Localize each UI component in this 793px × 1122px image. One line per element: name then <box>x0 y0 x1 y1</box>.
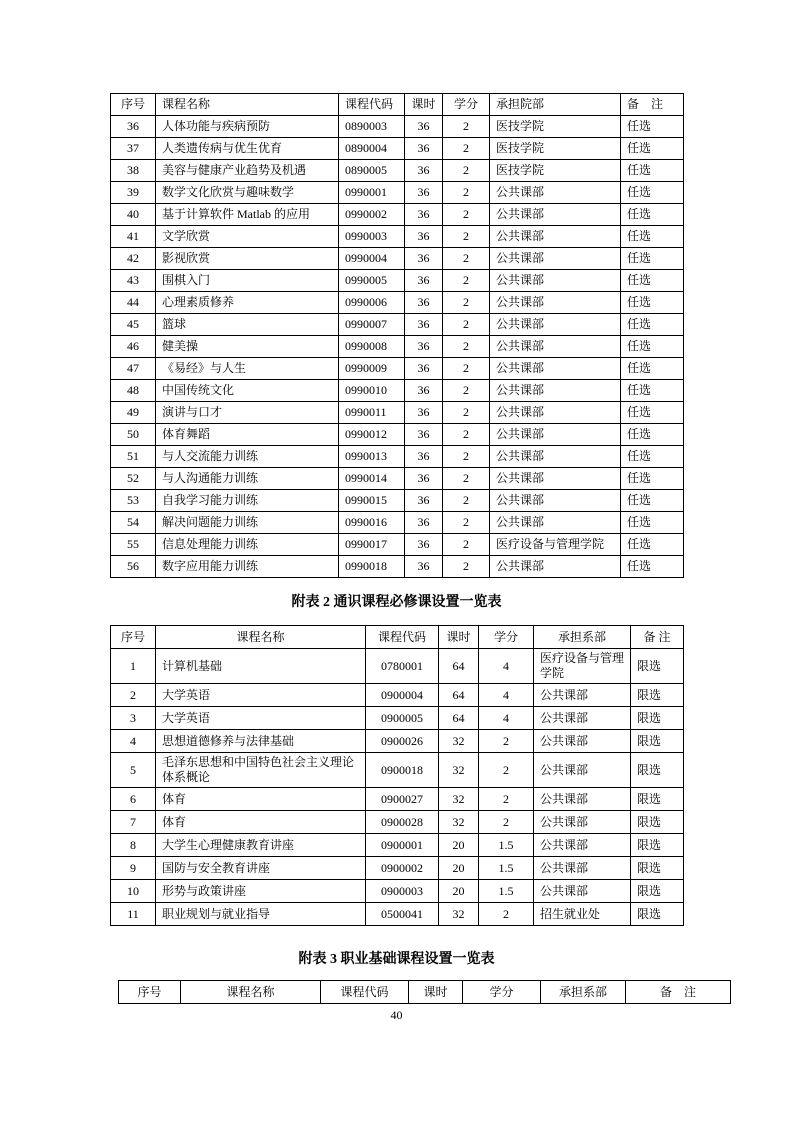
table-cell: 52 <box>111 468 156 490</box>
table-cell: 美容与健康产业趋势及机遇 <box>156 160 339 182</box>
table-cell: 64 <box>439 649 479 684</box>
table-row <box>111 204 684 226</box>
table-cell: 1 <box>111 649 156 684</box>
column-header: 课程名称 <box>156 626 366 649</box>
required-general-courses-table <box>110 625 684 926</box>
table-row <box>111 788 684 811</box>
table-cell: 7 <box>111 811 156 834</box>
table-header-row <box>111 626 684 649</box>
table-cell: 公共课部 <box>490 182 621 204</box>
table-cell: 公共课部 <box>534 753 631 788</box>
table-cell: 0900004 <box>366 684 439 707</box>
table-cell: 10 <box>111 880 156 903</box>
table-cell: 0990012 <box>339 424 405 446</box>
table-cell: 2 <box>443 380 490 402</box>
table-cell: 0990017 <box>339 534 405 556</box>
table-cell: 0990010 <box>339 380 405 402</box>
table-cell: 32 <box>439 730 479 753</box>
table-cell: 限选 <box>631 811 684 834</box>
table-cell: 36 <box>405 490 443 512</box>
table-row <box>111 270 684 292</box>
table-cell: 0900005 <box>366 707 439 730</box>
table-cell: 0990006 <box>339 292 405 314</box>
table-cell: 0990002 <box>339 204 405 226</box>
table-cell: 公共课部 <box>534 857 631 880</box>
table-cell: 2 <box>443 358 490 380</box>
table-cell: 0990011 <box>339 402 405 424</box>
table-cell: 36 <box>405 204 443 226</box>
table-cell: 36 <box>405 556 443 578</box>
table-cell: 49 <box>111 402 156 424</box>
table-cell: 0990018 <box>339 556 405 578</box>
table-cell: 36 <box>405 402 443 424</box>
table-cell: 0990004 <box>339 248 405 270</box>
table-cell: 3 <box>111 707 156 730</box>
column-header: 序号 <box>111 626 156 649</box>
column-header: 序号 <box>119 981 181 1004</box>
table-cell: 2 <box>111 684 156 707</box>
table-cell: 公共课部 <box>490 358 621 380</box>
table-cell: 36 <box>405 314 443 336</box>
table-cell: 36 <box>405 248 443 270</box>
table-cell: 11 <box>111 903 156 926</box>
table-cell: 信息处理能力训练 <box>156 534 339 556</box>
table-cell: 36 <box>405 424 443 446</box>
table-cell: 任选 <box>621 248 684 270</box>
table-row <box>111 402 684 424</box>
table-cell: 45 <box>111 314 156 336</box>
table-row <box>111 811 684 834</box>
table-cell: 公共课部 <box>490 490 621 512</box>
table-cell: 2 <box>443 534 490 556</box>
table-cell: 32 <box>439 811 479 834</box>
table-cell: 职业规划与就业指导 <box>156 903 366 926</box>
table-cell: 限选 <box>631 834 684 857</box>
table-cell: 0990001 <box>339 182 405 204</box>
table-cell: 44 <box>111 292 156 314</box>
table-cell: 0990003 <box>339 226 405 248</box>
table-row <box>111 336 684 358</box>
table-row <box>111 903 684 926</box>
column-header: 课程代码 <box>321 981 409 1004</box>
table-row <box>111 512 684 534</box>
table-cell: 任选 <box>621 138 684 160</box>
table-cell: 演讲与口才 <box>156 402 339 424</box>
table-cell: 公共课部 <box>490 226 621 248</box>
table-cell: 国防与安全教育讲座 <box>156 857 366 880</box>
column-header: 课程名称 <box>156 94 339 116</box>
table-cell: 36 <box>405 270 443 292</box>
table-row <box>111 490 684 512</box>
table-cell: 限选 <box>631 903 684 926</box>
table-cell: 任选 <box>621 468 684 490</box>
column-header: 学分 <box>443 94 490 116</box>
table-cell: 任选 <box>621 556 684 578</box>
table-cell: 32 <box>439 753 479 788</box>
table-cell: 公共课部 <box>490 402 621 424</box>
table-cell: 37 <box>111 138 156 160</box>
table-cell: 招生就业处 <box>534 903 631 926</box>
table-cell: 0900028 <box>366 811 439 834</box>
table-cell: 篮球 <box>156 314 339 336</box>
table-cell: 8 <box>111 834 156 857</box>
table-cell: 36 <box>405 336 443 358</box>
table-cell: 36 <box>405 512 443 534</box>
table-cell: 2 <box>443 336 490 358</box>
table-cell: 思想道德修养与法律基础 <box>156 730 366 753</box>
table-cell: 36 <box>405 138 443 160</box>
elective-courses-table <box>110 93 684 578</box>
table-cell: 任选 <box>621 116 684 138</box>
table-cell: 2 <box>443 226 490 248</box>
table-cell: 2 <box>443 160 490 182</box>
column-header: 学分 <box>463 981 541 1004</box>
table-cell: 影视欣赏 <box>156 248 339 270</box>
table-cell: 公共课部 <box>490 556 621 578</box>
table-cell: 任选 <box>621 534 684 556</box>
table-cell: 0890003 <box>339 116 405 138</box>
table-cell: 2 <box>443 424 490 446</box>
table-cell: 医技学院 <box>490 138 621 160</box>
table-cell: 医疗设备与管理学院 <box>490 534 621 556</box>
table-cell: 公共课部 <box>490 512 621 534</box>
table-cell: 公共课部 <box>534 730 631 753</box>
table-cell: 36 <box>405 182 443 204</box>
table-cell: 2 <box>443 512 490 534</box>
table-cell: 36 <box>405 446 443 468</box>
table-row <box>111 468 684 490</box>
table-cell: 51 <box>111 446 156 468</box>
table-cell: 任选 <box>621 380 684 402</box>
table-cell: 体育 <box>156 788 366 811</box>
table-cell: 36 <box>405 380 443 402</box>
table-cell: 36 <box>405 226 443 248</box>
table-cell: 医技学院 <box>490 160 621 182</box>
table-cell: 64 <box>439 707 479 730</box>
table-cell: 6 <box>111 788 156 811</box>
table-cell: 形势与政策讲座 <box>156 880 366 903</box>
table-cell: 0990014 <box>339 468 405 490</box>
table-row <box>111 138 684 160</box>
table-header-row <box>111 94 684 116</box>
table-cell: 大学生心理健康教育讲座 <box>156 834 366 857</box>
table-cell: 1.5 <box>479 857 534 880</box>
table-cell: 20 <box>439 857 479 880</box>
table-cell: 公共课部 <box>534 684 631 707</box>
table-cell: 公共课部 <box>490 248 621 270</box>
table-cell: 2 <box>443 292 490 314</box>
table-cell: 公共课部 <box>534 788 631 811</box>
table-cell: 36 <box>405 534 443 556</box>
table-cell: 2 <box>479 788 534 811</box>
table-cell: 32 <box>439 788 479 811</box>
table-cell: 43 <box>111 270 156 292</box>
table-cell: 限选 <box>631 730 684 753</box>
column-header: 承担系部 <box>534 626 631 649</box>
table-cell: 公共课部 <box>534 811 631 834</box>
table-cell: 36 <box>111 116 156 138</box>
table-cell: 大学英语 <box>156 707 366 730</box>
column-header: 课程名称 <box>181 981 321 1004</box>
table-cell: 55 <box>111 534 156 556</box>
table-cell: 计算机基础 <box>156 649 366 684</box>
table-cell: 任选 <box>621 226 684 248</box>
table-cell: 2 <box>479 730 534 753</box>
table-cell: 公共课部 <box>490 468 621 490</box>
table-cell: 人类遗传病与优生优育 <box>156 138 339 160</box>
column-header: 学分 <box>479 626 534 649</box>
table-cell: 任选 <box>621 292 684 314</box>
table-row <box>111 314 684 336</box>
table-cell: 限选 <box>631 880 684 903</box>
table-cell: 文学欣赏 <box>156 226 339 248</box>
table-cell: 47 <box>111 358 156 380</box>
table-cell: 与人沟通能力训练 <box>156 468 339 490</box>
table-cell: 任选 <box>621 204 684 226</box>
table-row <box>111 707 684 730</box>
table-cell: 5 <box>111 753 156 788</box>
table-cell: 0990005 <box>339 270 405 292</box>
table-cell: 体育 <box>156 811 366 834</box>
table-cell: 20 <box>439 880 479 903</box>
table-cell: 53 <box>111 490 156 512</box>
table-cell: 围棋入门 <box>156 270 339 292</box>
table-cell: 4 <box>111 730 156 753</box>
table-row <box>111 834 684 857</box>
table3-title: 附表 3 职业基础课程设置一览表 <box>298 952 495 967</box>
table-cell: 2 <box>443 204 490 226</box>
table-row <box>111 556 684 578</box>
table-cell: 0900027 <box>366 788 439 811</box>
table-cell: 64 <box>439 684 479 707</box>
table-cell: 2 <box>443 138 490 160</box>
table-cell: 任选 <box>621 182 684 204</box>
table-cell: 任选 <box>621 358 684 380</box>
table-cell: 任选 <box>621 512 684 534</box>
table-cell: 0900003 <box>366 880 439 903</box>
table-cell: 0990009 <box>339 358 405 380</box>
table-cell: 医疗设备与管理学院 <box>534 649 631 684</box>
table-cell: 《易经》与人生 <box>156 358 339 380</box>
table-cell: 2 <box>443 314 490 336</box>
table-cell: 41 <box>111 226 156 248</box>
table-cell: 36 <box>405 292 443 314</box>
page-number: 40 <box>390 1008 403 1022</box>
table-cell: 解决问题能力训练 <box>156 512 339 534</box>
table-cell: 0900018 <box>366 753 439 788</box>
table-cell: 40 <box>111 204 156 226</box>
table-cell: 4 <box>479 707 534 730</box>
table-row <box>111 116 684 138</box>
table-cell: 任选 <box>621 160 684 182</box>
table-row <box>111 880 684 903</box>
table-row <box>111 857 684 880</box>
column-header: 课时 <box>405 94 443 116</box>
table-row <box>111 160 684 182</box>
table-cell: 与人交流能力训练 <box>156 446 339 468</box>
table-cell: 公共课部 <box>490 336 621 358</box>
table-cell: 公共课部 <box>534 707 631 730</box>
column-header: 课程代码 <box>339 94 405 116</box>
column-header: 备 注 <box>631 626 684 649</box>
table-cell: 2 <box>443 116 490 138</box>
table-cell: 2 <box>443 468 490 490</box>
table-header-row <box>119 981 731 1004</box>
table-cell: 大学英语 <box>156 684 366 707</box>
table-cell: 公共课部 <box>490 446 621 468</box>
table-cell: 公共课部 <box>490 270 621 292</box>
table-cell: 2 <box>443 270 490 292</box>
table-cell: 2 <box>443 248 490 270</box>
table-cell: 公共课部 <box>490 292 621 314</box>
column-header: 序号 <box>111 94 156 116</box>
table-row <box>111 292 684 314</box>
table-row <box>111 380 684 402</box>
table-cell: 1.5 <box>479 880 534 903</box>
table-cell: 2 <box>443 556 490 578</box>
table-cell: 38 <box>111 160 156 182</box>
table-cell: 限选 <box>631 857 684 880</box>
table-cell: 任选 <box>621 402 684 424</box>
table-cell: 0990016 <box>339 512 405 534</box>
table-cell: 42 <box>111 248 156 270</box>
table-cell: 0990007 <box>339 314 405 336</box>
table-cell: 36 <box>405 116 443 138</box>
table-cell: 48 <box>111 380 156 402</box>
table-cell: 46 <box>111 336 156 358</box>
column-header: 课时 <box>409 981 463 1004</box>
table-cell: 中国传统文化 <box>156 380 339 402</box>
table-cell: 公共课部 <box>490 424 621 446</box>
table-row <box>111 424 684 446</box>
table-cell: 任选 <box>621 446 684 468</box>
table-cell: 0990015 <box>339 490 405 512</box>
table-cell: 0900026 <box>366 730 439 753</box>
table-cell: 人体功能与疾病预防 <box>156 116 339 138</box>
table-cell: 毛泽东思想和中国特色社会主义理论体系概论 <box>156 753 366 788</box>
table-cell: 0990008 <box>339 336 405 358</box>
table-row <box>111 358 684 380</box>
table-cell: 任选 <box>621 270 684 292</box>
table-cell: 任选 <box>621 424 684 446</box>
table-cell: 2 <box>443 182 490 204</box>
table-row <box>111 753 684 788</box>
table-cell: 0500041 <box>366 903 439 926</box>
table-cell: 公共课部 <box>490 380 621 402</box>
column-header: 承担院部 <box>490 94 621 116</box>
table-cell: 2 <box>479 811 534 834</box>
table-cell: 2 <box>443 402 490 424</box>
table-cell: 任选 <box>621 336 684 358</box>
table-cell: 0890005 <box>339 160 405 182</box>
table-cell: 39 <box>111 182 156 204</box>
table-cell: 36 <box>405 468 443 490</box>
table-cell: 2 <box>479 903 534 926</box>
table-cell: 32 <box>439 903 479 926</box>
column-header: 备 注 <box>621 94 684 116</box>
table-row <box>111 730 684 753</box>
table-row <box>111 182 684 204</box>
table-cell: 50 <box>111 424 156 446</box>
table-cell: 0900002 <box>366 857 439 880</box>
table-cell: 0890004 <box>339 138 405 160</box>
table-cell: 数字应用能力训练 <box>156 556 339 578</box>
table-row <box>111 684 684 707</box>
table-cell: 心理素质修养 <box>156 292 339 314</box>
column-header: 备 注 <box>626 981 731 1004</box>
table-cell: 限选 <box>631 649 684 684</box>
table-cell: 限选 <box>631 788 684 811</box>
table-cell: 体育舞蹈 <box>156 424 339 446</box>
table-row <box>111 534 684 556</box>
table-cell: 限选 <box>631 753 684 788</box>
vocational-basic-courses-table <box>118 980 731 1004</box>
column-header: 课时 <box>439 626 479 649</box>
table-cell: 2 <box>479 753 534 788</box>
table-cell: 健美操 <box>156 336 339 358</box>
table-cell: 医技学院 <box>490 116 621 138</box>
table-cell: 9 <box>111 857 156 880</box>
table-row <box>111 248 684 270</box>
table-cell: 限选 <box>631 684 684 707</box>
table-cell: 4 <box>479 684 534 707</box>
table-cell: 公共课部 <box>490 314 621 336</box>
table-cell: 1.5 <box>479 834 534 857</box>
table2-title: 附表 2 通识课程必修课设置一览表 <box>291 595 502 610</box>
table-cell: 20 <box>439 834 479 857</box>
table-cell: 公共课部 <box>534 880 631 903</box>
table-cell: 54 <box>111 512 156 534</box>
table-cell: 公共课部 <box>534 834 631 857</box>
table-cell: 任选 <box>621 314 684 336</box>
table-row <box>111 226 684 248</box>
table-cell: 4 <box>479 649 534 684</box>
table-cell: 0990013 <box>339 446 405 468</box>
column-header: 课程代码 <box>366 626 439 649</box>
table-cell: 限选 <box>631 707 684 730</box>
column-header: 承担系部 <box>541 981 626 1004</box>
table-cell: 36 <box>405 358 443 380</box>
table-cell: 任选 <box>621 490 684 512</box>
table-cell: 0780001 <box>366 649 439 684</box>
table-cell: 56 <box>111 556 156 578</box>
table-row <box>111 649 684 684</box>
table-cell: 数学文化欣赏与趣味数学 <box>156 182 339 204</box>
table-cell: 2 <box>443 446 490 468</box>
table-cell: 0900001 <box>366 834 439 857</box>
table-cell: 自我学习能力训练 <box>156 490 339 512</box>
table-row <box>111 446 684 468</box>
table-cell: 36 <box>405 160 443 182</box>
table-cell: 2 <box>443 490 490 512</box>
table-cell: 公共课部 <box>490 204 621 226</box>
table-cell: 基于计算软件 Matlab 的应用 <box>156 204 339 226</box>
